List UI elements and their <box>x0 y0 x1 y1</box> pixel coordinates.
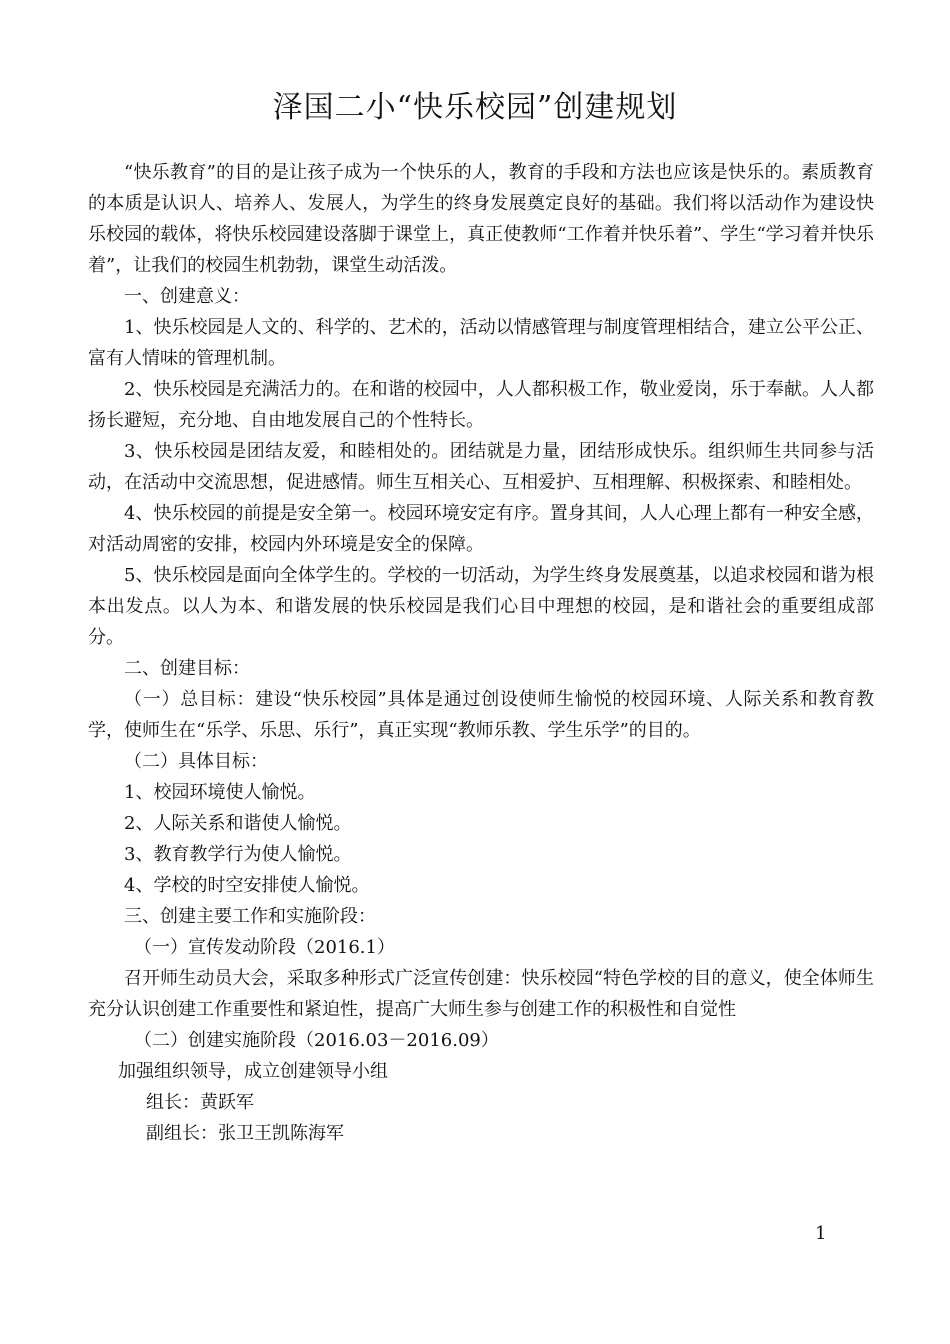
significance-item-3: 3、快乐校园是团结友爱，和睦相处的。团结就是力量，团结形成快乐。组织师生共同参与活动，在活动中交流思想，促进感情。师生互相关心、互相爱护、互相理解、积极探索、和睦相处。 <box>88 441 874 493</box>
significance-item-1: 1、快乐校园是人文的、科学的、艺术的，活动以情感管理与制度管理相结合，建立公平公正、富有人情味的管理机制。 <box>88 317 874 369</box>
significance-item-4: 4、快乐校园的前提是安全第一。校园环境安定有序。置身其间，人人心理上都有一种安全感，对活动周密的安排，校园内外环境是安全的保障。 <box>88 503 874 555</box>
document-body <box>88 157 874 1149</box>
stage-2-text: 加强组织领导，成立创建领导小组 <box>118 1061 388 1082</box>
specific-goal-4: 4、学校的时空安排使人愉悦。 <box>124 875 370 896</box>
section-heading-stages: 三、创建主要工作和实施阶段： <box>124 906 376 927</box>
stage-2-heading: （二）创建实施阶段（2016.03－2016.09） <box>134 1030 499 1051</box>
section-heading-goals: 二、创建目标： <box>124 658 250 679</box>
leader-line: 组长：黄跃军 <box>146 1092 254 1113</box>
section-heading-significance: 一、创建意义： <box>124 286 250 307</box>
vice-leader-line: 副组长：张卫王凯陈海军 <box>146 1123 344 1144</box>
overall-goal: （一）总目标：建设“快乐校园”具体是通过创设使师生愉悦的校园环境、人际关系和教育教学，使师生在“乐学、乐思、乐行”，真正实现“教师乐教、学生乐学”的目的。 <box>88 689 874 741</box>
specific-goals-heading: （二）具体目标： <box>124 751 268 772</box>
specific-goal-3: 3、教育教学行为使人愉悦。 <box>124 844 352 865</box>
specific-goal-2: 2、人际关系和谐使人愉悦。 <box>124 813 352 834</box>
document-title: 泽国二小“快乐校园”创建规划 <box>272 90 678 125</box>
stage-1-heading: （一）宣传发动阶段（2016.1） <box>134 937 395 958</box>
significance-item-2: 2、快乐校园是充满活力的。在和谐的校园中，人人都积极工作，敬业爱岗，乐于奉献。人人都扬长避短，充分地、自由地发展自己的个性特长。 <box>88 379 874 431</box>
page-number: 1 <box>815 1223 827 1244</box>
intro-paragraph: “快乐教育”的目的是让孩子成为一个快乐的人，教育的手段和方法也应该是快乐的。素质教育的本质是认识人、培养人、发展人，为学生的终身发展奠定良好的基础。我们将以活动作为建设快乐校园的载体，将快乐校园建设落脚于课堂上，真正使教师“工作着并快乐着”、学生“学习着并快乐着”，让我们的校园生机勃勃，课堂生动活泼。 <box>88 162 874 276</box>
specific-goal-1: 1、校园环境使人愉悦。 <box>124 782 316 803</box>
significance-item-5: 5、快乐校园是面向全体学生的。学校的一切活动，为学生终身发展奠基，以追求校园和谐为根本出发点。以人为本、和谐发展的快乐校园是我们心目中理想的校园，是和谐社会的重要组成部分。 <box>88 565 874 648</box>
stage-1-text: 召开师生动员大会，采取多种形式广泛宣传创建：快乐校园“特色学校的目的意义，使全体师生充分认识创建工作重要性和紧迫性，提高广大师生参与创建工作的积极性和自觉性 <box>88 968 874 1020</box>
